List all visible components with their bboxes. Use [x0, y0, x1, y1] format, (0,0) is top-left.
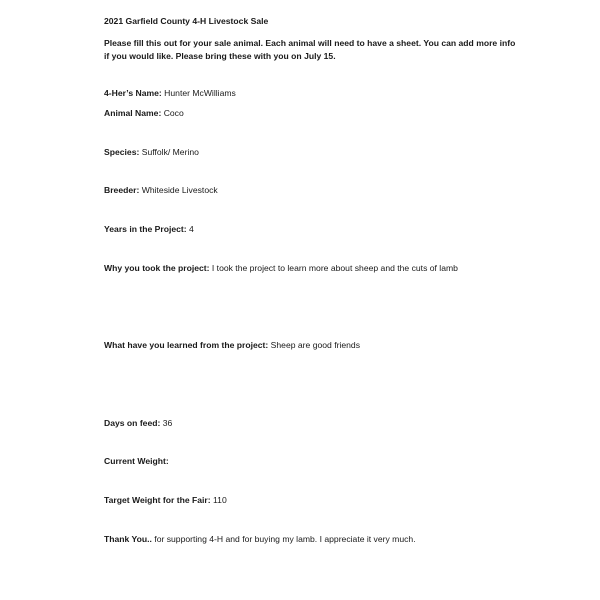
field-value: 36 [160, 418, 173, 428]
field-value: Whiteside Livestock [139, 185, 218, 195]
field-years-in-project [104, 224, 194, 235]
field-label: Species: [104, 147, 140, 157]
field-value: Coco [161, 108, 184, 118]
field-label: Days on feed: [104, 418, 161, 428]
field-value: 4 [186, 224, 194, 234]
field-value: 110 [210, 495, 227, 505]
field-thank-you [104, 534, 416, 545]
field-value: for supporting 4-H and for buying my lamb. I appreciate it very much. [151, 534, 416, 544]
intro-paragraph [104, 37, 544, 63]
field-what-learned [104, 340, 360, 351]
field-value: Sheep are good friends [268, 340, 360, 350]
field-value: Hunter McWilliams [161, 88, 236, 98]
intro-line-2: if you would like. Please bring these with you on July 15. [104, 51, 336, 61]
field-breeder [104, 185, 218, 196]
field-label: What have you learned from the project: [104, 340, 269, 350]
field-species [104, 147, 199, 158]
field-label: Current Weight: [104, 456, 169, 466]
field-days-on-feed [104, 418, 172, 429]
field-label: 4-Her’s Name: [104, 88, 162, 98]
field-target-weight [104, 495, 227, 506]
field-label: Why you took the project: [104, 263, 210, 273]
document-title: 2021 Garfield County 4-H Livestock Sale [104, 16, 269, 26]
field-label: Thank You.. [104, 534, 152, 544]
field-label: Years in the Project: [104, 224, 187, 234]
field-value: I took the project to learn more about sheep and the cuts of lamb [209, 263, 458, 273]
field-label: Breeder: [104, 185, 140, 195]
field-label: Animal Name: [104, 108, 162, 118]
field-animal-name [104, 108, 184, 119]
intro-line-1: Please fill this out for your sale animal. Each animal will need to have a sheet. You can add more info [104, 38, 516, 48]
field-4her-name [104, 88, 236, 99]
field-current-weight [104, 456, 169, 467]
field-value: Suffolk/ Merino [139, 147, 199, 157]
field-label: Target Weight for the Fair: [104, 495, 211, 505]
field-why-project [104, 263, 458, 274]
